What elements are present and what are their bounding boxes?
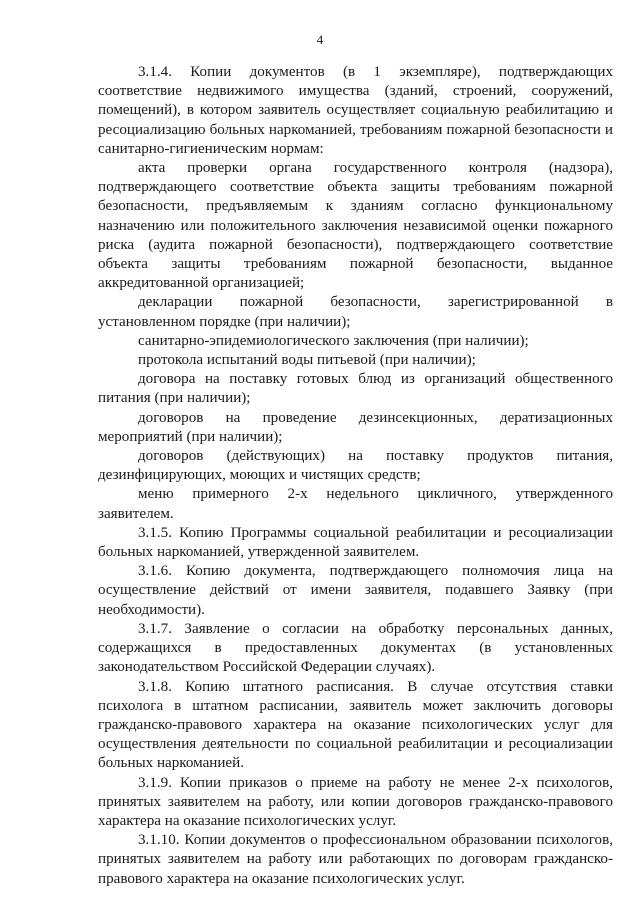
list-item-fire-inspection-act: акта проверки органа государственного контроля (надзора), подтверждающего соответствие объекта защиты требованиям пожарной безопасности, предъявляемым к зданиям согласно функциональному назначению или положительного заключения независимой оценки пожарного риска (аудита пожарной безопасности), подтверждающего соответствие объекта защиты требованиям пожарной безопасности, выданное аккредитованной организацией; xyxy=(98,160,613,292)
page-number: 4 xyxy=(316,32,324,47)
list-item-disinsection-contracts: договоров на проведение дезинсекционных, дератизационных мероприятий (при наличии); xyxy=(98,409,613,445)
list-item-water-test-protocol: протокола испытаний воды питьевой (при наличии); xyxy=(138,352,476,369)
paragraph-3-1-8: 3.1.8. Копию штатного расписания. В случае отсутствия ставки психолога в штатном расписании, заявитель может заключить договоры гражданско-правового характера на оказание психологических услуг для осуществления деятельности по социальной реабилитации и ресоциализации больных наркоманией. xyxy=(98,678,613,772)
list-item-meal-supply-contract: договора на поставку готовых блюд из организаций общественного питания (при наличии); xyxy=(98,371,613,407)
paragraph-3-1-5: 3.1.5. Копию Программы социальной реабилитации и ресоциализации больных наркоманией, утвержденной заявителем. xyxy=(98,524,613,561)
list-item-menu: меню примерного 2-х недельного цикличного, утвержденного заявителем. xyxy=(98,486,613,522)
list-item-fire-safety-declaration: декларации пожарной безопасности, зарегистрированной в установленном порядке (при наличии); xyxy=(98,294,613,330)
paragraph-3-1-9: 3.1.9. Копии приказов о приеме на работу не менее 2-х психологов, принятых заявителем на работу, или копии договоров гражданско-правового характера на оказание психологических услуг. xyxy=(98,774,613,829)
document-body xyxy=(98,63,613,889)
paragraph-3-1-4: 3.1.4. Копии документов (в 1 экземпляре), подтверждающих соответствие недвижимого имущества (зданий, строений, сооружений, помещений), в котором заявитель осуществляет социальную реабилитацию и ресоциализацию больных наркоманией, требованиям пожарной безопасности и санитарно-гигиеническим нормам: xyxy=(98,64,613,157)
paragraph-3-1-6: 3.1.6. Копию документа, подтверждающего полномочия лица на осуществление действий от имени заявителя, подавшего Заявку (при необходимости). xyxy=(98,563,613,618)
list-item-food-supply-contracts: договоров (действующих) на поставку продуктов питания, дезинфицирующих, моющих и чистящих средств; xyxy=(98,448,613,484)
paragraph-3-1-10: 3.1.10. Копии документов о профессиональном образовании психологов, принятых заявителем на работу или работающих по договорам гражданско-правового характера на оказание психологических услуг. xyxy=(98,832,613,887)
paragraph-3-1-7: 3.1.7. Заявление о согласии на обработку персональных данных, содержащихся в предоставленных документах (в установленных законодательством Российской Федерации случаях). xyxy=(98,620,613,676)
list-item-sanitary-conclusion: санитарно-эпидемиологического заключения (при наличии); xyxy=(138,332,529,349)
